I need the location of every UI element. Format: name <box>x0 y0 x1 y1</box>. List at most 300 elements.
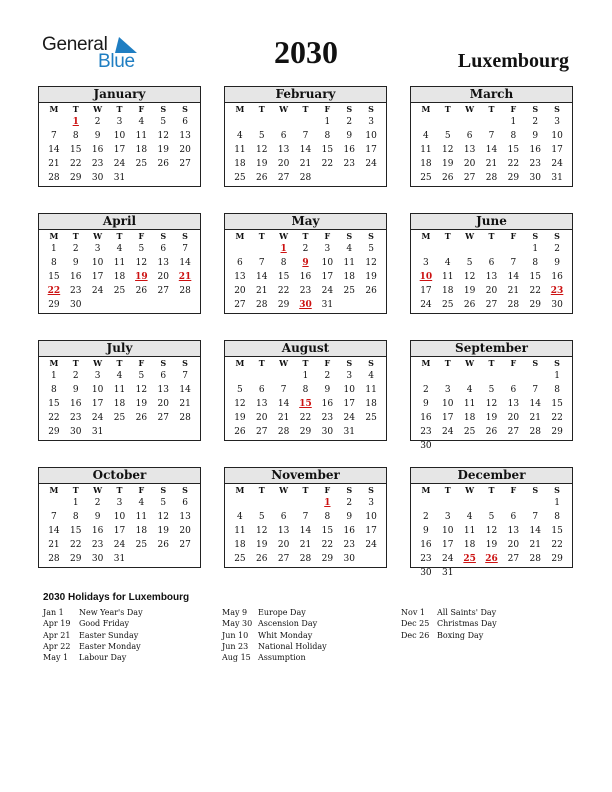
weekday-header: T <box>116 231 123 241</box>
weekday-header: T <box>302 485 309 495</box>
empty-day-cell <box>273 115 295 129</box>
empty-day-cell <box>502 496 524 510</box>
day-cell: 15 <box>551 399 563 409</box>
month-december <box>410 467 573 578</box>
holiday-day-cell: 25 <box>463 554 476 564</box>
day-cell: 16 <box>91 145 104 155</box>
month-title: January <box>39 87 200 103</box>
day-cell: 13 <box>507 526 520 536</box>
holiday-name: National Holiday <box>258 641 327 651</box>
weekday-header: S <box>532 231 539 241</box>
day-cell: 20 <box>277 540 290 550</box>
day-cell: 20 <box>277 159 290 169</box>
day-cell: 15 <box>551 526 563 536</box>
day-cell: 17 <box>91 399 104 409</box>
day-cell: 25 <box>135 159 148 169</box>
day-cell: 14 <box>529 526 541 536</box>
day-cell: 23 <box>343 159 355 169</box>
day-cell: 2 <box>346 117 353 127</box>
day-cell: 18 <box>113 272 126 282</box>
day-cell: 19 <box>463 286 476 296</box>
day-cell: 10 <box>442 526 454 536</box>
day-cell: 30 <box>551 300 563 310</box>
day-grid <box>39 484 200 566</box>
day-cell: 22 <box>321 159 334 169</box>
day-cell: 31 <box>442 568 454 578</box>
day-cell: 25 <box>420 173 432 183</box>
day-cell: 6 <box>160 371 167 381</box>
day-grid <box>225 103 386 185</box>
day-cell: 22 <box>551 413 563 423</box>
weekday-header: W <box>465 104 475 114</box>
day-cell: 14 <box>48 526 60 536</box>
day-cell: 5 <box>368 244 374 254</box>
day-cell: 1 <box>324 117 331 127</box>
day-cell: 5 <box>488 512 495 522</box>
day-cell: 4 <box>237 131 243 141</box>
day-cell: 10 <box>442 399 454 409</box>
day-cell: 18 <box>135 145 148 155</box>
weekday-header: M <box>49 231 59 241</box>
day-grid <box>225 484 386 566</box>
day-cell: 29 <box>70 554 82 564</box>
day-cell: 9 <box>346 512 353 522</box>
holiday-date: Jan 1 <box>43 608 64 617</box>
day-cell: 10 <box>113 512 126 522</box>
day-grid <box>225 230 386 312</box>
day-cell: 3 <box>346 371 353 381</box>
empty-day-cell <box>43 115 65 129</box>
day-cell: 4 <box>423 131 429 141</box>
holiday-row <box>222 630 392 641</box>
day-cell: 13 <box>157 385 169 395</box>
day-cell: 2 <box>94 498 101 508</box>
weekday-header: T <box>444 358 451 368</box>
day-cell: 28 <box>485 173 498 183</box>
day-cell: 18 <box>463 540 476 550</box>
day-cell: 3 <box>423 258 429 268</box>
day-cell: 17 <box>420 286 432 296</box>
day-cell: 10 <box>321 258 334 268</box>
day-cell: 16 <box>529 145 541 155</box>
day-cell: 5 <box>138 371 145 381</box>
day-cell: 2 <box>324 371 331 381</box>
day-cell: 27 <box>507 554 520 564</box>
day-cell: 29 <box>551 554 563 564</box>
empty-day-cell <box>229 242 251 256</box>
weekday-header: S <box>554 231 560 241</box>
day-cell: 23 <box>420 554 432 564</box>
day-cell: 11 <box>420 145 432 155</box>
weekday-header: F <box>324 231 331 241</box>
weekday-header: T <box>302 231 309 241</box>
day-cell: 28 <box>179 286 191 296</box>
holiday-day-cell: 1 <box>324 498 331 508</box>
day-cell: 24 <box>442 427 454 437</box>
day-cell: 22 <box>529 286 541 296</box>
day-cell: 17 <box>113 145 126 155</box>
day-cell: 23 <box>70 286 82 296</box>
day-cell: 13 <box>507 399 520 409</box>
day-cell: 30 <box>343 554 355 564</box>
weekday-header: S <box>532 104 539 114</box>
day-cell: 9 <box>72 258 79 268</box>
weekday-header: W <box>93 104 103 114</box>
day-cell: 14 <box>299 526 312 536</box>
empty-day-cell <box>481 242 503 256</box>
empty-day-cell <box>251 115 273 129</box>
weekday-header: W <box>465 485 475 495</box>
day-cell: 22 <box>277 286 290 296</box>
weekday-header: W <box>465 231 475 241</box>
day-cell: 25 <box>365 413 377 423</box>
holiday-date: Nov 1 <box>401 608 425 617</box>
empty-day-cell <box>251 242 273 256</box>
day-grid <box>411 230 572 312</box>
holiday-name: Ascension Day <box>258 619 318 629</box>
day-cell: 29 <box>48 300 60 310</box>
empty-day-cell <box>481 496 503 510</box>
day-grid <box>39 357 200 439</box>
weekday-header: F <box>510 104 517 114</box>
weekday-header: T <box>258 231 265 241</box>
day-cell: 21 <box>256 286 268 296</box>
day-cell: 14 <box>48 145 60 155</box>
day-cell: 24 <box>113 159 126 169</box>
holiday-row <box>43 607 213 618</box>
day-cell: 23 <box>299 286 312 296</box>
day-cell: 18 <box>420 159 432 169</box>
weekday-header: S <box>368 104 374 114</box>
day-cell: 14 <box>179 258 191 268</box>
day-cell: 28 <box>507 300 520 310</box>
day-cell: 1 <box>554 371 560 381</box>
day-cell: 20 <box>179 145 191 155</box>
day-cell: 15 <box>70 145 82 155</box>
day-cell: 25 <box>442 300 454 310</box>
day-grid <box>39 103 200 185</box>
weekday-header: S <box>346 231 353 241</box>
weekday-header: T <box>72 104 79 114</box>
holiday-name: All Saints' Day <box>437 608 497 617</box>
weekday-header: S <box>368 485 374 495</box>
day-cell: 29 <box>299 427 312 437</box>
day-grid <box>411 357 572 453</box>
month-may <box>224 213 387 314</box>
day-cell: 1 <box>302 371 309 381</box>
day-cell: 14 <box>299 145 312 155</box>
weekday-header: S <box>368 231 374 241</box>
day-cell: 19 <box>234 413 246 423</box>
logo-word-general: General <box>42 34 108 55</box>
holiday-column <box>43 607 213 663</box>
day-cell: 17 <box>343 399 355 409</box>
day-cell: 4 <box>444 258 451 268</box>
day-cell: 22 <box>70 540 82 550</box>
day-cell: 16 <box>299 272 312 282</box>
day-cell: 5 <box>160 498 167 508</box>
day-cell: 15 <box>321 145 334 155</box>
day-cell: 1 <box>554 498 560 508</box>
weekday-header: S <box>532 358 539 368</box>
weekday-header: W <box>279 485 289 495</box>
day-cell: 16 <box>91 526 104 536</box>
day-cell: 12 <box>485 526 498 536</box>
weekday-header: F <box>510 231 517 241</box>
day-cell: 18 <box>234 159 246 169</box>
day-cell: 6 <box>488 258 495 268</box>
holiday-name: Easter Sunday <box>79 630 139 640</box>
day-cell: 27 <box>234 300 246 310</box>
day-cell: 4 <box>466 512 473 522</box>
day-cell: 8 <box>510 131 517 141</box>
day-cell: 27 <box>157 413 169 423</box>
empty-day-cell <box>415 115 437 129</box>
day-cell: 12 <box>256 145 268 155</box>
weekday-header: S <box>182 104 188 114</box>
day-cell: 15 <box>48 272 60 282</box>
country-name: Luxembourg <box>457 50 569 72</box>
day-cell: 12 <box>365 258 377 268</box>
day-cell: 22 <box>321 540 334 550</box>
empty-day-cell <box>273 369 295 383</box>
day-cell: 17 <box>442 413 454 423</box>
day-cell: 25 <box>113 413 126 423</box>
weekday-header: W <box>93 485 103 495</box>
day-cell: 7 <box>532 385 539 395</box>
day-cell: 30 <box>321 427 334 437</box>
day-cell: 28 <box>529 554 541 564</box>
day-cell: 19 <box>485 413 498 423</box>
day-cell: 21 <box>48 159 60 169</box>
day-cell: 12 <box>157 131 169 141</box>
month-title: July <box>39 341 200 357</box>
day-cell: 22 <box>507 159 520 169</box>
day-cell: 20 <box>157 399 169 409</box>
weekday-header: S <box>346 358 353 368</box>
day-cell: 10 <box>113 131 126 141</box>
weekday-header: F <box>138 231 145 241</box>
day-cell: 13 <box>485 272 498 282</box>
day-cell: 15 <box>507 145 520 155</box>
holiday-date: Jun 10 <box>222 630 249 640</box>
day-cell: 4 <box>346 244 353 254</box>
day-cell: 19 <box>365 272 377 282</box>
day-cell: 21 <box>507 286 520 296</box>
day-cell: 26 <box>157 159 169 169</box>
weekday-header: S <box>160 358 167 368</box>
empty-day-cell <box>273 496 295 510</box>
day-cell: 28 <box>48 173 60 183</box>
day-cell: 18 <box>463 413 476 423</box>
day-cell: 3 <box>116 498 123 508</box>
day-cell: 7 <box>302 131 309 141</box>
month-march <box>410 86 573 187</box>
day-cell: 25 <box>463 427 476 437</box>
day-cell: 6 <box>280 512 287 522</box>
day-cell: 15 <box>277 272 290 282</box>
day-cell: 3 <box>444 385 451 395</box>
weekday-header: S <box>160 231 167 241</box>
weekday-header: T <box>72 485 79 495</box>
day-cell: 11 <box>365 385 377 395</box>
day-cell: 30 <box>91 554 104 564</box>
holiday-row <box>401 607 571 618</box>
month-title: October <box>39 468 200 484</box>
weekday-header: F <box>138 485 145 495</box>
weekday-header: M <box>49 485 59 495</box>
holiday-day-cell: 23 <box>550 286 564 296</box>
day-cell: 14 <box>485 145 498 155</box>
day-cell: 9 <box>423 399 429 409</box>
day-cell: 20 <box>507 540 520 550</box>
day-cell: 31 <box>113 554 126 564</box>
day-cell: 18 <box>365 399 377 409</box>
weekday-header: S <box>182 485 188 495</box>
day-cell: 9 <box>346 131 353 141</box>
day-cell: 17 <box>442 540 454 550</box>
empty-day-cell <box>415 242 437 256</box>
day-cell: 17 <box>365 145 377 155</box>
day-cell: 11 <box>234 526 246 536</box>
day-cell: 19 <box>157 145 169 155</box>
weekday-header: T <box>444 104 451 114</box>
day-cell: 6 <box>182 117 188 127</box>
holiday-date: May 30 <box>222 619 253 629</box>
day-cell: 24 <box>343 413 355 423</box>
day-cell: 4 <box>138 498 145 508</box>
day-cell: 20 <box>507 413 520 423</box>
day-cell: 8 <box>51 258 57 268</box>
day-cell: 7 <box>182 371 188 381</box>
day-cell: 2 <box>94 117 101 127</box>
day-cell: 18 <box>343 272 355 282</box>
day-cell: 31 <box>113 173 126 183</box>
day-cell: 25 <box>113 286 126 296</box>
holiday-name: Assumption <box>258 653 306 663</box>
day-cell: 27 <box>485 300 498 310</box>
day-cell: 19 <box>485 540 498 550</box>
day-cell: 21 <box>277 413 290 423</box>
day-cell: 25 <box>234 173 246 183</box>
day-cell: 24 <box>551 159 563 169</box>
day-cell: 13 <box>256 399 268 409</box>
day-cell: 1 <box>72 498 79 508</box>
day-cell: 27 <box>277 173 290 183</box>
day-cell: 10 <box>365 131 377 141</box>
day-cell: 12 <box>463 272 476 282</box>
empty-day-cell <box>43 496 65 510</box>
day-cell: 31 <box>321 300 334 310</box>
empty-day-cell <box>502 369 524 383</box>
weekday-header: F <box>510 485 517 495</box>
day-cell: 5 <box>258 512 265 522</box>
day-cell: 3 <box>368 117 374 127</box>
holiday-row <box>401 618 571 629</box>
day-cell: 12 <box>135 385 148 395</box>
holiday-name: Labour Day <box>79 653 127 663</box>
weekday-header: T <box>258 104 265 114</box>
holiday-date: Apr 21 <box>43 630 71 640</box>
weekday-header: T <box>488 485 495 495</box>
day-cell: 13 <box>179 131 191 141</box>
day-cell: 21 <box>529 413 541 423</box>
day-cell: 22 <box>48 413 60 423</box>
day-cell: 23 <box>321 413 334 423</box>
day-cell: 21 <box>48 540 60 550</box>
day-cell: 2 <box>423 385 429 395</box>
empty-day-cell <box>459 115 481 129</box>
day-cell: 28 <box>277 427 290 437</box>
weekday-header: M <box>421 104 431 114</box>
month-title: November <box>225 468 386 484</box>
day-cell: 27 <box>463 173 476 183</box>
day-cell: 11 <box>234 145 246 155</box>
empty-day-cell <box>437 242 459 256</box>
day-cell: 21 <box>529 540 541 550</box>
weekday-header: S <box>554 485 560 495</box>
weekday-header: M <box>421 358 431 368</box>
day-cell: 12 <box>157 512 169 522</box>
month-august <box>224 340 387 441</box>
day-cell: 16 <box>343 526 355 536</box>
day-cell: 19 <box>442 159 454 169</box>
holiday-date: May 1 <box>43 653 69 663</box>
holiday-name: Europe Day <box>258 608 306 617</box>
day-cell: 23 <box>420 427 432 437</box>
weekday-header: T <box>444 231 451 241</box>
day-cell: 15 <box>321 526 334 536</box>
day-cell: 7 <box>532 512 539 522</box>
header <box>0 0 612 80</box>
day-cell: 11 <box>135 131 148 141</box>
day-cell: 29 <box>551 427 563 437</box>
day-cell: 22 <box>70 159 82 169</box>
day-cell: 6 <box>182 498 188 508</box>
day-cell: 7 <box>488 131 495 141</box>
day-cell: 21 <box>299 540 312 550</box>
day-cell: 14 <box>507 272 520 282</box>
holiday-date: Apr 19 <box>43 619 71 629</box>
day-cell: 13 <box>463 145 476 155</box>
holiday-name: Easter Monday <box>79 641 141 651</box>
day-cell: 12 <box>135 258 148 268</box>
weekday-header: T <box>258 358 265 368</box>
day-cell: 1 <box>510 117 517 127</box>
day-cell: 12 <box>234 399 246 409</box>
day-cell: 16 <box>70 399 82 409</box>
day-cell: 25 <box>135 540 148 550</box>
day-cell: 10 <box>365 512 377 522</box>
empty-day-cell <box>251 369 273 383</box>
day-cell: 16 <box>420 540 432 550</box>
day-cell: 4 <box>116 244 123 254</box>
weekday-header: T <box>116 485 123 495</box>
holiday-row <box>43 641 213 652</box>
logo-word-blue: Blue <box>98 51 135 72</box>
day-cell: 24 <box>91 413 104 423</box>
day-cell: 14 <box>277 399 290 409</box>
weekday-header: F <box>138 104 145 114</box>
day-cell: 9 <box>94 512 101 522</box>
day-cell: 15 <box>70 526 82 536</box>
weekday-header: W <box>279 231 289 241</box>
holiday-row <box>43 630 213 641</box>
day-grid <box>225 357 386 439</box>
holiday-name: Boxing Day <box>437 630 484 640</box>
month-june <box>410 213 573 314</box>
day-cell: 10 <box>91 258 104 268</box>
